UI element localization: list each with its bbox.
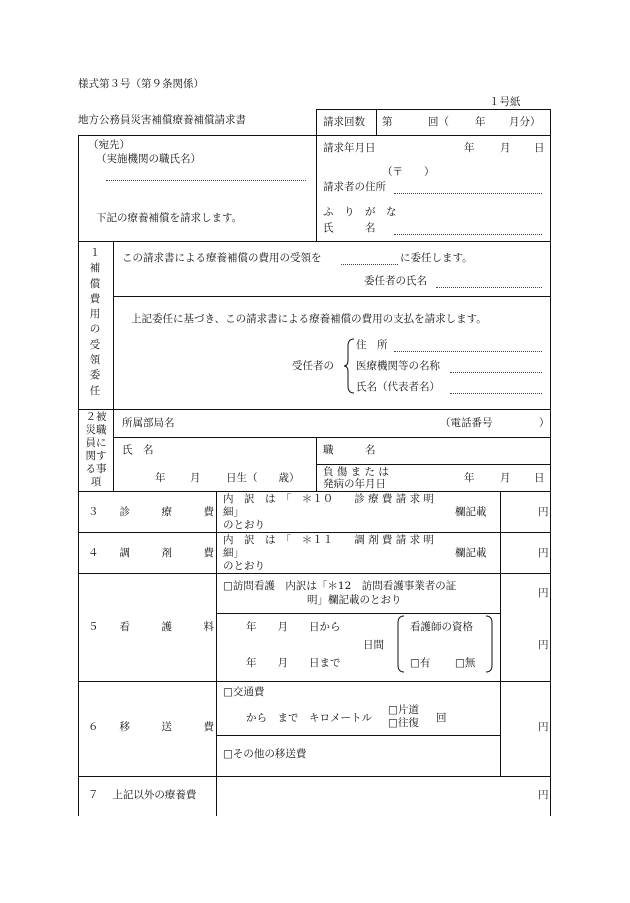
claimant-address-label: 請求者の住所	[323, 181, 386, 193]
roundtrip-checkbox[interactable]: □往復	[388, 717, 419, 729]
birth-day-age: 日生（ 歳）	[226, 472, 300, 484]
claimant-name-label: 氏 名	[323, 222, 376, 234]
medical-fee-yen: 円	[538, 506, 549, 518]
medical-fee-line2b: 欄記載	[455, 506, 487, 518]
form-number: 様式第３号（第９条関係）	[78, 78, 204, 90]
delegator-name-label: 委任者の氏名	[364, 275, 427, 287]
injury-month: 月	[500, 472, 511, 484]
claim-date-month: 月	[500, 142, 511, 154]
claim-count-dai: 第	[382, 116, 393, 128]
representative-label: 氏名（代表者名）	[356, 381, 440, 393]
addressee-field[interactable]	[106, 180, 306, 181]
transport-route: から まで キロメートル	[246, 712, 372, 724]
claimant-address-field[interactable]	[394, 193, 542, 194]
phone-label: （電話番号	[440, 417, 493, 429]
representative-field[interactable]	[450, 393, 542, 394]
institution-name-field[interactable]	[450, 372, 542, 373]
nursing-until-date: 年 月 日まで	[246, 657, 341, 669]
medical-fee-line3: のとおり	[223, 519, 265, 531]
transport-checkbox[interactable]: □交通費	[223, 686, 265, 698]
medical-fee-line1: 内 訳 は 「 ＊１０ 診 療 費 請 求 明	[223, 493, 434, 505]
visit-nursing-yen: 円	[538, 587, 549, 599]
request-statement: 下記の療養補償を請求します。	[96, 212, 243, 224]
other-medical-fee-label: ７ 上記以外の療養費	[88, 789, 197, 801]
claim-date-label: 請求年月日	[323, 142, 376, 154]
dispensing-fee-line1: 内 訳 は 「 ＊１１ 調 剤 費 請 求 明	[223, 534, 434, 546]
addressee-label: （宛先）	[88, 139, 130, 151]
injury-day: 日	[534, 472, 545, 484]
agent-address-field[interactable]	[394, 351, 542, 352]
section2-label-text: ２被災職員に関する事項	[85, 411, 107, 489]
transport-times: 回	[436, 712, 447, 724]
transport-yen: 円	[538, 721, 549, 733]
dispensing-fee-line2b: 欄記載	[455, 547, 487, 559]
other-medical-fee-yen: 円	[538, 789, 549, 801]
dispensing-fee-yen: 円	[538, 547, 549, 559]
institution-name-label: 医療機関等の名称	[356, 360, 440, 372]
postal-code[interactable]: （〒 ）	[382, 166, 435, 178]
claim-date-day: 日	[534, 142, 545, 154]
delegation-text-a: この請求書による療養補償の費用の受領を	[122, 252, 322, 264]
section2-label	[84, 411, 108, 490]
employee-name-label: 氏 名	[122, 444, 154, 456]
dispensing-fee-line3: のとおり	[223, 560, 265, 572]
nursing-days: 日間	[363, 639, 384, 651]
delegation-text-b: に委任します。	[400, 252, 473, 264]
sheet-number: １号紙	[489, 96, 521, 108]
claim-count-label: 請求回数	[323, 116, 365, 128]
department-label: 所属部局名	[122, 417, 175, 429]
form-title: 地方公務員災害補償療養補償請求書	[78, 114, 246, 126]
injury-date-label-1: 負 傷 ま た は	[323, 466, 389, 478]
qualification-no-checkbox[interactable]: □無	[455, 657, 476, 669]
transport-fee-label: ６ 移 送 費	[88, 721, 214, 733]
claim-date-year: 年	[464, 142, 475, 154]
claim-count-month: 月分）	[509, 116, 541, 128]
nursing-yen: 円	[538, 639, 549, 651]
claim-count-kai[interactable]: 回（	[428, 116, 449, 128]
injury-date-label-2: 発病の年月日	[323, 478, 386, 490]
section1-label: １補償費用の受領委任	[89, 247, 101, 397]
agent-label: 受任者の	[292, 360, 334, 372]
birth-month: 月	[190, 472, 201, 484]
medical-fee-label: ３ 診 療 費	[88, 506, 214, 518]
nursing-fee-label: ５ 看 護 料	[88, 621, 214, 633]
visit-nursing-line2: 明」欄記載のとおり	[307, 594, 402, 606]
claimant-name-field[interactable]	[394, 234, 542, 235]
qualification-yes-checkbox[interactable]: □有	[410, 657, 431, 669]
delegate-field[interactable]	[341, 264, 398, 265]
phone-close: ）	[539, 417, 550, 429]
nurse-qualification-label: 看護師の資格	[410, 621, 473, 633]
agent-address-label: 住 所	[356, 339, 388, 351]
visit-nursing-checkbox[interactable]: □訪問看護 内訳は「＊12 訪問看護事業者の証	[223, 580, 457, 592]
job-title-label: 職 名	[323, 444, 376, 456]
delegator-name-field[interactable]	[436, 287, 542, 288]
oneway-checkbox[interactable]: □片道	[388, 704, 419, 716]
birth-year: 年	[155, 472, 166, 484]
furigana-label: ふ り が な	[323, 206, 397, 218]
dispensing-fee-line2: 細」	[223, 547, 244, 559]
payment-statement: 上記委任に基づき、この請求書による療養補償の費用の支払を請求します。	[131, 313, 487, 325]
injury-year: 年	[464, 472, 475, 484]
agent-brace	[343, 338, 355, 394]
nursing-from-date: 年 月 日から	[246, 621, 341, 633]
other-transport-checkbox[interactable]: □その他の移送費	[223, 748, 307, 760]
addressee-org-label: （実施機関の職氏名）	[96, 153, 201, 165]
medical-fee-line2: 細」	[223, 506, 244, 518]
dispensing-fee-label: ４ 調 剤 費	[88, 547, 214, 559]
claim-count-year: 年	[475, 116, 486, 128]
